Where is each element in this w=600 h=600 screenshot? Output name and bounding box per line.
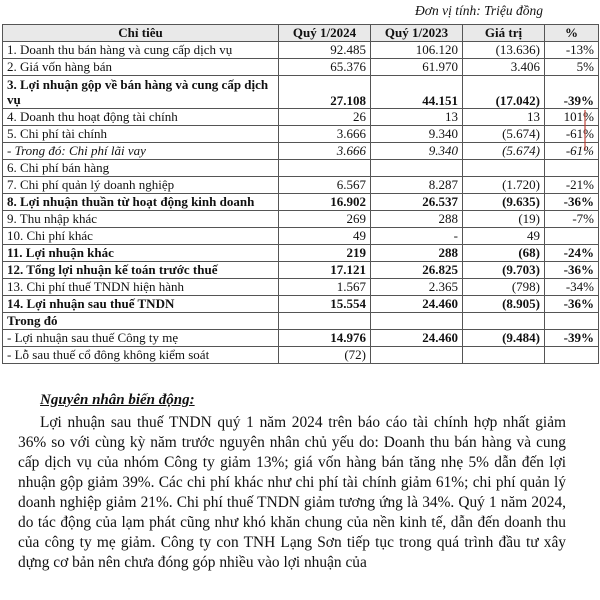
cell-change-percent: -7% — [545, 211, 599, 228]
cell-indicator: Trong đó — [3, 313, 279, 330]
cell-change-percent: -13% — [545, 42, 599, 59]
cell-q1-2023: 9.340 — [371, 143, 463, 160]
cell-change-value: (9.635) — [463, 194, 545, 211]
table-row — [3, 296, 599, 313]
cell-indicator: 3. Lợi nhuận gộp về bán hàng và cung cấp dịch vụ — [3, 76, 279, 109]
cell-q1-2023: 9.340 — [371, 126, 463, 143]
cell-q1-2023: 61.970 — [371, 59, 463, 76]
cell-change-value: (68) — [463, 245, 545, 262]
cell-q1-2023: 24.460 — [371, 296, 463, 313]
table-row — [3, 126, 599, 143]
table-row — [3, 194, 599, 211]
cell-change-percent: -36% — [545, 296, 599, 313]
unit-note: Đơn vị tính: Triệu đồng — [415, 3, 543, 18]
cell-indicator: 11. Lợi nhuận khác — [3, 245, 279, 262]
table-row — [3, 109, 599, 126]
cell-q1-2024 — [279, 313, 371, 330]
cell-indicator: 1. Doanh thu bán hàng và cung cấp dịch vụ — [3, 42, 279, 59]
cell-change-percent — [545, 228, 599, 245]
stamp-edge-mark — [584, 110, 600, 150]
cell-change-percent — [545, 160, 599, 177]
cell-indicator: 7. Chi phí quản lý doanh nghiệp — [3, 177, 279, 194]
cell-q1-2023: 288 — [371, 211, 463, 228]
cell-change-percent — [545, 313, 599, 330]
table-row — [3, 228, 599, 245]
table-row — [3, 59, 599, 76]
cell-q1-2024: 15.554 — [279, 296, 371, 313]
cell-q1-2024: 14.976 — [279, 330, 371, 347]
cell-q1-2024: (72) — [279, 347, 371, 364]
cell-change-percent: -61% — [545, 126, 599, 143]
cell-change-value — [463, 160, 545, 177]
cell-change-value: 3.406 — [463, 59, 545, 76]
cell-indicator: 13. Chi phí thuế TNDN hiện hành — [3, 279, 279, 296]
cell-change-percent: -34% — [545, 279, 599, 296]
cell-q1-2023: 106.120 — [371, 42, 463, 59]
table-row — [3, 330, 599, 347]
cell-indicator: - Lợi nhuận sau thuế Công ty mẹ — [3, 330, 279, 347]
cell-q1-2024: 16.902 — [279, 194, 371, 211]
table-row — [3, 262, 599, 279]
cell-q1-2023: 24.460 — [371, 330, 463, 347]
cell-change-percent: 5% — [545, 59, 599, 76]
table-row — [3, 347, 599, 364]
table-row — [3, 76, 599, 109]
cell-change-value — [463, 313, 545, 330]
cell-change-percent: -39% — [545, 330, 599, 347]
header-indicator: Chỉ tiêu — [3, 25, 279, 42]
cell-change-percent — [545, 347, 599, 364]
cell-q1-2024 — [279, 160, 371, 177]
cell-change-percent: -61% — [545, 143, 599, 160]
cell-indicator: 5. Chi phí tài chính — [3, 126, 279, 143]
cell-q1-2023: 44.151 — [371, 76, 463, 109]
cell-change-percent: -39% — [545, 76, 599, 109]
cell-q1-2023: 13 — [371, 109, 463, 126]
cell-change-value: 13 — [463, 109, 545, 126]
cell-change-value: (8.905) — [463, 296, 545, 313]
cell-q1-2024: 65.376 — [279, 59, 371, 76]
cell-change-percent: -24% — [545, 245, 599, 262]
cell-change-value: (5.674) — [463, 126, 545, 143]
table-row — [3, 279, 599, 296]
cell-change-value: 49 — [463, 228, 545, 245]
cell-change-percent: -36% — [545, 262, 599, 279]
financial-table — [2, 24, 599, 364]
cell-q1-2024: 17.121 — [279, 262, 371, 279]
cell-change-value: (1.720) — [463, 177, 545, 194]
cell-q1-2024: 6.567 — [279, 177, 371, 194]
cell-q1-2023: 26.537 — [371, 194, 463, 211]
cell-indicator: 4. Doanh thu hoạt động tài chính — [3, 109, 279, 126]
header-change-percent: % — [545, 25, 599, 42]
cell-change-value — [463, 347, 545, 364]
cell-q1-2023 — [371, 160, 463, 177]
cell-change-value: (9.703) — [463, 262, 545, 279]
cell-change-value: (19) — [463, 211, 545, 228]
header-change-value: Giá trị — [463, 25, 545, 42]
cell-indicator: - Trong đó: Chi phí lãi vay — [3, 143, 279, 160]
cell-change-percent: -21% — [545, 177, 599, 194]
cell-q1-2024: 26 — [279, 109, 371, 126]
cell-q1-2024: 92.485 — [279, 42, 371, 59]
cell-indicator: 2. Giá vốn hàng bán — [3, 59, 279, 76]
cell-indicator: - Lỗ sau thuế cổ đông không kiểm soát — [3, 347, 279, 364]
table-row — [3, 177, 599, 194]
cell-change-value: (5.674) — [463, 143, 545, 160]
cell-q1-2024: 3.666 — [279, 143, 371, 160]
cell-indicator: 8. Lợi nhuận thuần từ hoạt động kinh doanh — [3, 194, 279, 211]
cell-indicator: 14. Lợi nhuận sau thuế TNDN — [3, 296, 279, 313]
table-row — [3, 211, 599, 228]
table-header-row — [3, 25, 599, 42]
cell-change-percent: 101% — [545, 109, 599, 126]
cell-q1-2023: - — [371, 228, 463, 245]
table-row — [3, 42, 599, 59]
cell-change-percent: -36% — [545, 194, 599, 211]
cell-q1-2023 — [371, 347, 463, 364]
table-row — [3, 143, 599, 160]
cell-q1-2024: 1.567 — [279, 279, 371, 296]
table-row — [3, 245, 599, 262]
table-row — [3, 313, 599, 330]
cell-indicator: 9. Thu nhập khác — [3, 211, 279, 228]
cell-indicator: 12. Tổng lợi nhuận kế toán trước thuế — [3, 262, 279, 279]
cell-q1-2024: 219 — [279, 245, 371, 262]
header-q1-2024: Quý 1/2024 — [279, 25, 371, 42]
table-row — [3, 160, 599, 177]
explanation-paragraph: Lợi nhuận sau thuế TNDN quý 1 năm 2024 trên báo cáo tài chính hợp nhất giảm 36% so với cùng kỳ năm trước nguyên nhân chủ yếu do: Doanh thu bán hàng và cung cấp dịch vụ của nhóm Công ty giảm 13%; giá vốn hàng bán tăng nhẹ 5% dẫn đến lợi nhuận gộp giảm 39%. Các chi phí khác như chi phí tài chính giảm 61%; chi phí quản lý doanh nghiệp giảm 21%. Chi phí thuế TNDN giảm tương ứng là 34%. Quý 1 năm 2024, do tác động của lạm phát cũng như khó khăn chung của nền kinh tế, dẫn đến doanh thu của công ty mẹ giảm. Công ty con TNH Lạng Sơn tiếp tục trong quá trình đầu tư xây dựng cơ bản nên chưa đóng góp nhiều vào lợi nhuận của — [18, 414, 566, 571]
cell-q1-2023 — [371, 313, 463, 330]
cell-change-value: (13.636) — [463, 42, 545, 59]
cell-indicator: 6. Chi phí bán hàng — [3, 160, 279, 177]
cell-q1-2023: 26.825 — [371, 262, 463, 279]
section-title: Nguyên nhân biến động: — [40, 392, 195, 408]
header-q1-2023: Quý 1/2023 — [371, 25, 463, 42]
cell-change-value: (9.484) — [463, 330, 545, 347]
cell-q1-2023: 288 — [371, 245, 463, 262]
cell-q1-2024: 27.108 — [279, 76, 371, 109]
cell-q1-2023: 8.287 — [371, 177, 463, 194]
cell-q1-2023: 2.365 — [371, 279, 463, 296]
cell-change-value: (798) — [463, 279, 545, 296]
cell-change-value: (17.042) — [463, 76, 545, 109]
cell-q1-2024: 269 — [279, 211, 371, 228]
cell-q1-2024: 3.666 — [279, 126, 371, 143]
cell-indicator: 10. Chi phí khác — [3, 228, 279, 245]
cell-q1-2024: 49 — [279, 228, 371, 245]
